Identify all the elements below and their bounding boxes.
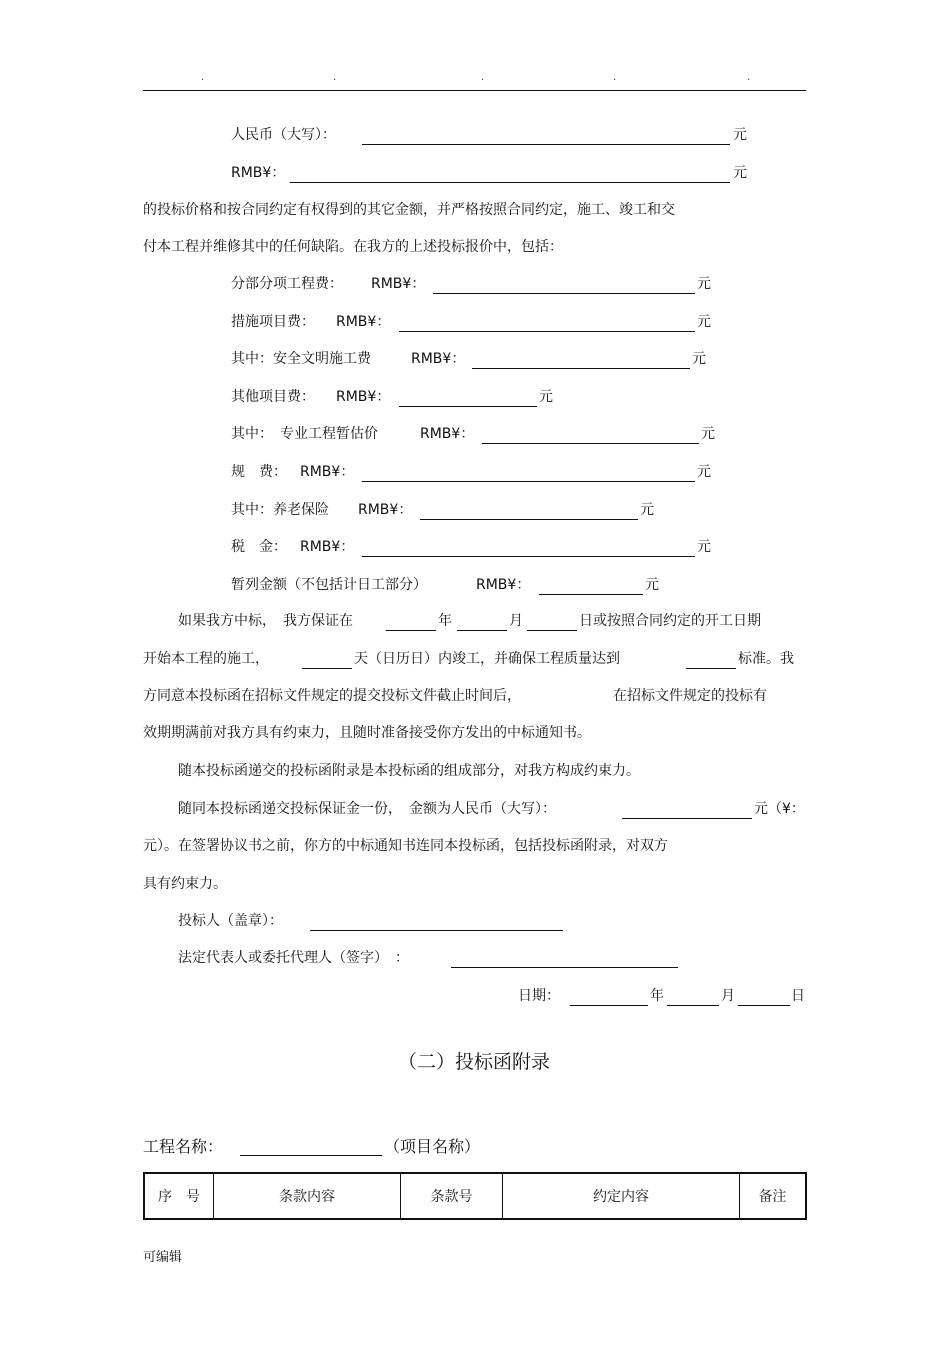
paragraph2-text: 开始本工程的施工，	[143, 651, 269, 667]
fee-label: 规 费：	[231, 464, 287, 480]
col-clause-number: 条款号	[401, 1173, 503, 1219]
appendix-table	[143, 1172, 807, 1220]
paragraph2-text: 如果我方中标， 我方保证在	[178, 613, 353, 629]
fee-unit: 元	[697, 539, 711, 555]
paragraph1-line: 付本工程并维修其中的任何缺陷。在我方的上述投标报价中，包括：	[143, 239, 563, 255]
fee-rmb: RMB¥：	[336, 389, 391, 405]
rmb-label: RMB¥：	[231, 165, 286, 181]
paragraph4-text: 随同本投标函递交投标保证金一份， 金额为人民币（大写）：	[178, 801, 556, 817]
paragraph4-text: 元）。在签署协议书之前，你方的中标通知书连同本投标函，包括投标函附录，对双方	[143, 838, 668, 854]
date-month-field[interactable]	[667, 1005, 719, 1006]
paragraph2-text: 方同意本投标函在招标文件规定的提交投标文件截止时间后，	[143, 688, 521, 704]
fee-field[interactable]	[482, 443, 699, 444]
fee-unit: 元	[692, 351, 706, 367]
year-text: 年	[438, 613, 452, 629]
col-number: 序 号	[144, 1173, 214, 1219]
date-day-field[interactable]	[738, 1005, 790, 1006]
fee-rmb: RMB¥：	[420, 426, 475, 442]
header-dot: .	[613, 72, 617, 83]
guarantee-amount-field[interactable]	[622, 818, 752, 819]
paragraph2-text: 日或按照合同约定的开工日期	[579, 613, 761, 629]
paragraph2-text: 在招标文件规定的投标有	[613, 688, 767, 704]
representative-label: 法定代表人或委托代理人（签字） ：	[178, 950, 409, 966]
header-dot: .	[747, 72, 751, 83]
quality-field[interactable]	[686, 668, 736, 669]
bidder-label: 投标人（盖章）：	[178, 913, 283, 929]
header-dot: .	[333, 72, 337, 83]
project-name-label: 工程名称：	[143, 1137, 224, 1156]
fee-unit: 元	[645, 577, 659, 593]
fee-label: 其中： 专业工程暂估价	[231, 426, 378, 442]
fee-rmb: RMB¥：	[371, 276, 426, 292]
fee-field[interactable]	[399, 406, 537, 407]
fee-rmb: RMB¥：	[358, 502, 413, 518]
rmb-big-unit: 元	[733, 127, 747, 143]
date-year-field[interactable]	[570, 1005, 648, 1006]
fee-label: 其中：养老保险	[231, 502, 329, 518]
table-header-row	[144, 1173, 806, 1219]
paragraph2-text: 天（日历日）内竣工，并确保工程质量达到	[354, 651, 620, 667]
date-year-text: 年	[650, 988, 664, 1004]
fee-rmb: RMB¥：	[300, 539, 355, 555]
fee-unit: 元	[697, 276, 711, 292]
bidder-field[interactable]	[310, 930, 563, 931]
day-field[interactable]	[527, 630, 577, 631]
fee-label: 措施项目费：	[231, 314, 315, 330]
paragraph1-line: 的投标价格和按合同约定有权得到的其它金额，并严格按照合同约定，施工、竣工和交	[143, 202, 675, 218]
rmb-unit: 元	[733, 165, 747, 181]
fee-field[interactable]	[472, 368, 690, 369]
fee-field[interactable]	[433, 293, 695, 294]
col-clause-content: 条款内容	[214, 1173, 401, 1219]
fee-rmb: RMB¥：	[300, 464, 355, 480]
col-remarks: 备注	[740, 1173, 807, 1219]
representative-field[interactable]	[451, 967, 678, 968]
fee-label: 暂列金额（不包括计日工部分）	[231, 577, 427, 593]
fee-unit: 元	[539, 389, 553, 405]
fee-rmb: RMB¥：	[411, 351, 466, 367]
project-name-hint: （项目名称）	[384, 1137, 481, 1156]
year-field[interactable]	[386, 630, 436, 631]
fee-unit: 元	[640, 502, 654, 518]
date-label: 日期：	[518, 988, 560, 1004]
date-day-text: 日	[791, 988, 805, 1004]
project-name-field[interactable]	[240, 1155, 382, 1156]
fee-field[interactable]	[399, 331, 695, 332]
footer-note: 可编辑	[143, 1250, 183, 1265]
days-field[interactable]	[302, 668, 352, 669]
paragraph2-text: 效期期满前对我方具有约束力，且随时准备接受你方发出的中标通知书。	[143, 725, 591, 741]
fee-field[interactable]	[420, 519, 638, 520]
rmb-big-field[interactable]	[362, 144, 730, 145]
paragraph4-text: 元（¥：	[754, 801, 805, 817]
paragraph4-text: 具有约束力。	[143, 876, 227, 892]
fee-rmb: RMB¥：	[336, 314, 391, 330]
fee-label: 分部分项工程费：	[231, 276, 343, 292]
rmb-field[interactable]	[290, 182, 730, 183]
fee-unit: 元	[697, 314, 711, 330]
fee-field[interactable]	[539, 594, 643, 595]
header-dot: .	[201, 72, 205, 83]
header-rule	[143, 90, 806, 91]
header-dot: .	[481, 72, 485, 83]
appendix-title: （二）投标函附录	[398, 1051, 551, 1073]
fee-field[interactable]	[362, 481, 695, 482]
col-agreed-content: 约定内容	[503, 1173, 740, 1219]
fee-label: 税 金：	[231, 539, 287, 555]
fee-unit: 元	[697, 464, 711, 480]
paragraph3-text: 随本投标函递交的投标函附录是本投标函的组成部分，对我方构成约束力。	[178, 763, 640, 779]
month-text: 月	[509, 613, 523, 629]
fee-unit: 元	[701, 426, 715, 442]
month-field[interactable]	[457, 630, 507, 631]
paragraph2-text: 标准。我	[738, 651, 794, 667]
fee-label: 其他项目费：	[231, 389, 315, 405]
date-month-text: 月	[721, 988, 735, 1004]
fee-label: 其中：安全文明施工费	[231, 351, 371, 367]
fee-rmb: RMB¥：	[476, 577, 531, 593]
rmb-big-label: 人民币（大写）：	[231, 127, 336, 143]
fee-field[interactable]	[362, 556, 695, 557]
